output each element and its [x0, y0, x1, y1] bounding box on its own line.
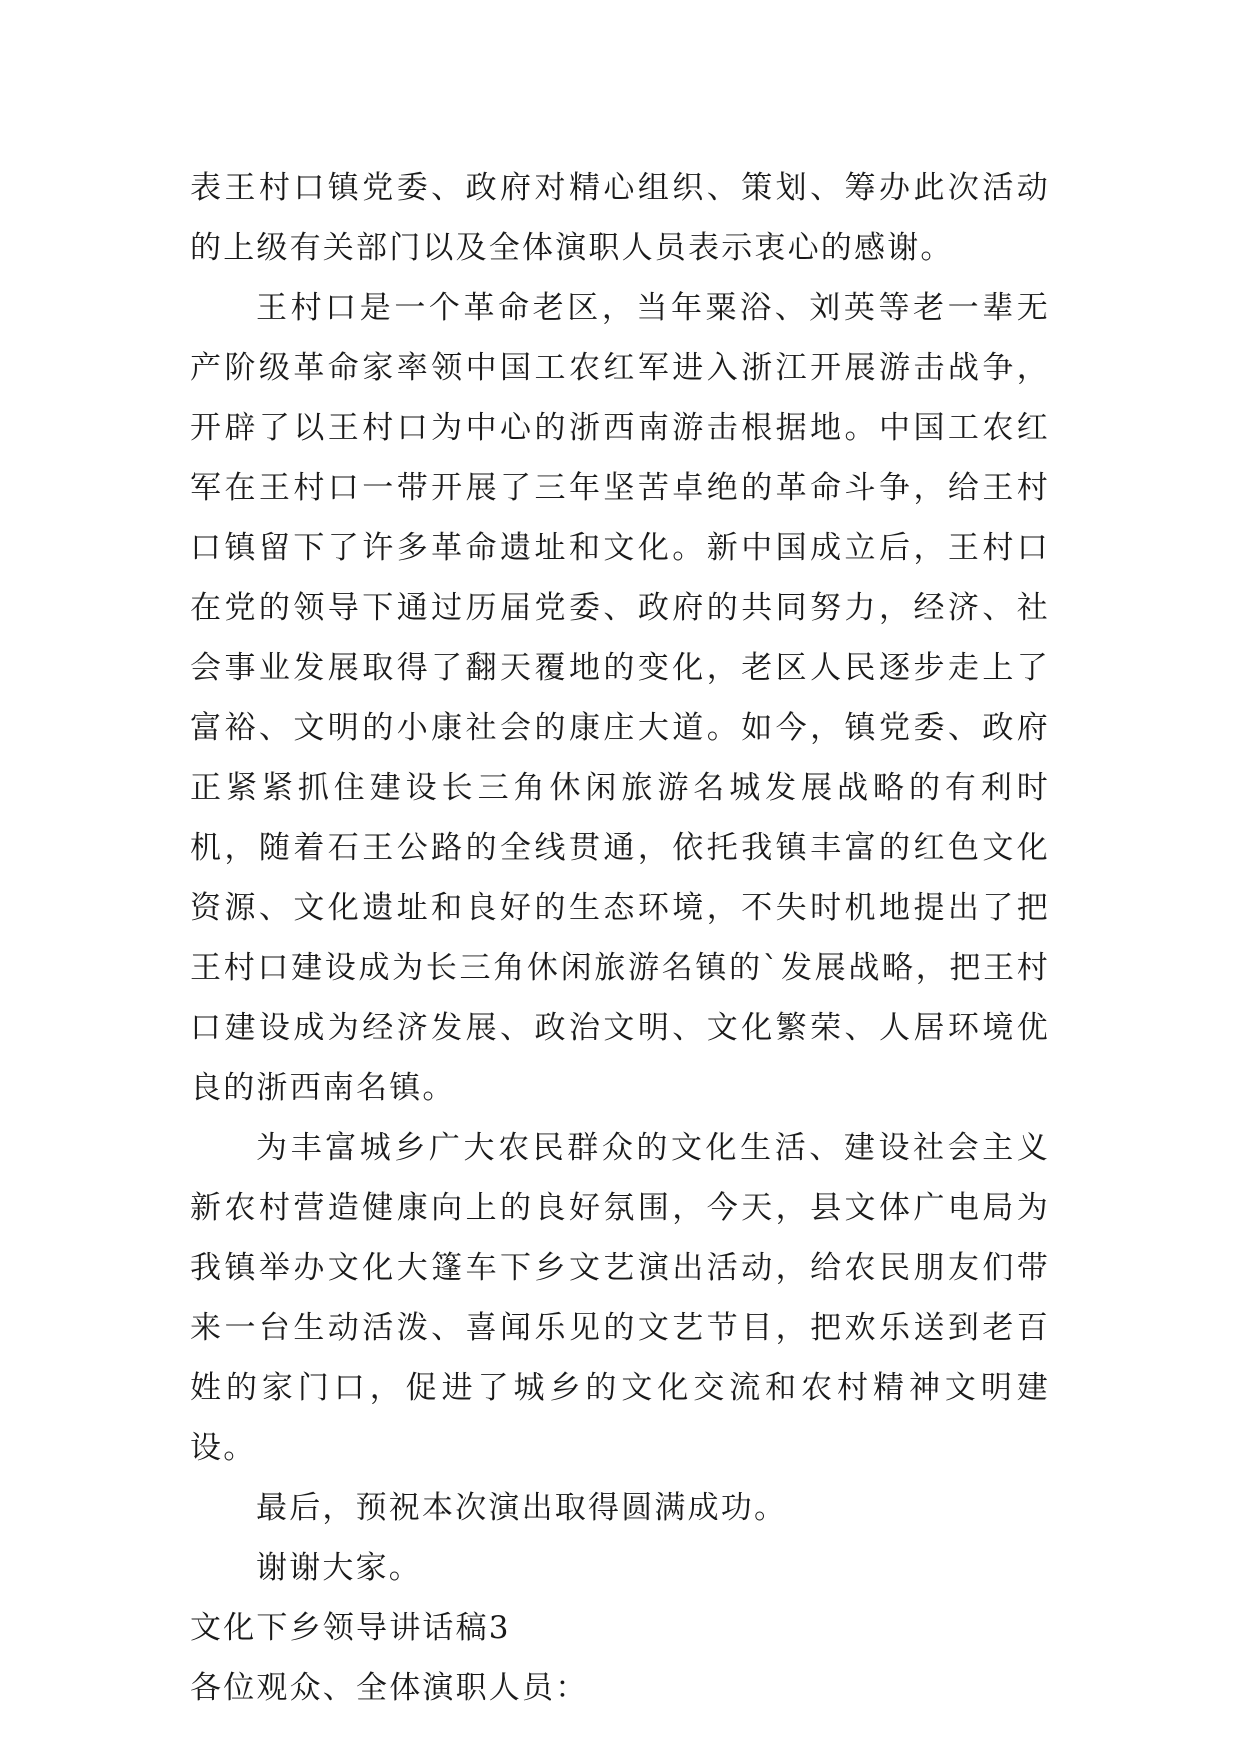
paragraph-history: 王村口是一个革命老区，当年粟浴、刘英等老一辈无产阶级革命家率领中国工农红军进入浙江开展游击战争，开辟了以王村口为中心的浙西南游击根据地。中国工农红军在王村口一带开展了三年坚苦卓绝的革命斗争，给王村口镇留下了许多革命遗址和文化。新中国成立后，王村口在党的领导下通过历届党委、政府的共同努力，经济、社会事业发展取得了翻天覆地的变化，老区人民逐步走上了富裕、文明的小康社会的康庄大道。如今，镇党委、政府正紧紧抓住建设长三角休闲旅游名城发展战略的有利时机，随着石王公路的全线贯通，依托我镇丰富的红色文化资源、文化遗址和良好的生态环境，不失时机地提出了把王村口建设成为长三角休闲旅游名镇的`发展战略，把王村口建设成为经济发展、政治文明、文化繁荣、人居环境优良的浙西南名镇。 [190, 290, 1050, 1106]
paragraph-thanks: 谢谢大家。 [256, 1550, 422, 1586]
paragraph-event: 为丰富城乡广大农民群众的文化生活、建设社会主义新农村营造健康向上的良好氛围，今天，县文体广电局为我镇举办文化大篷车下乡文艺演出活动，给农民朋友们带来一台生动活泼、喜闻乐见的文艺节目，把欢乐送到老百姓的家门口，促进了城乡的文化交流和农村精神文明建设。 [190, 1130, 1050, 1466]
section-title: 文化下乡领导讲话稿3 [190, 1610, 511, 1646]
paragraph-continuation: 表王村口镇党委、政府对精心组织、策划、筹办此次活动的上级有关部门以及全体演职人员表示衷心的感谢。 [190, 170, 1050, 266]
paragraph-wish: 最后，预祝本次演出取得圆满成功。 [256, 1490, 788, 1526]
document-body [190, 158, 1050, 1718]
salutation: 各位观众、全体演职人员： [190, 1670, 589, 1706]
